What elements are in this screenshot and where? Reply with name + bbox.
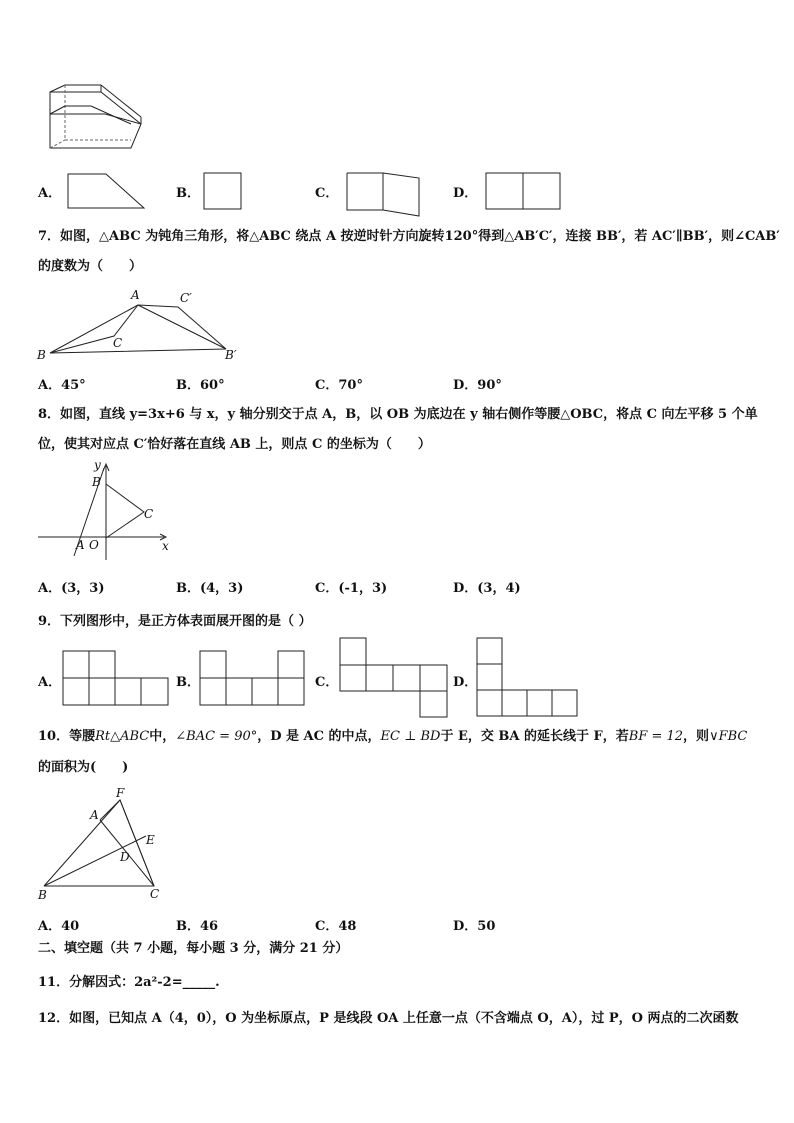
q8-label-a: A	[76, 538, 85, 552]
q8-option-b[interactable]: B．(4，3)	[176, 581, 244, 596]
q10-figure	[36, 786, 166, 902]
q8-label-x: x	[162, 539, 169, 553]
q10-mid1: 中，	[149, 729, 176, 744]
q6-option-c-shape	[345, 170, 425, 218]
q10-label-c: C	[150, 887, 160, 901]
q7-label-c: C	[113, 336, 123, 350]
q6-option-d-shape	[485, 172, 565, 212]
q8-label-o: O	[89, 538, 99, 552]
q7-label-b: B	[37, 348, 46, 362]
q12-text: 12．如图，已知点 A（4，0），O 为坐标原点，P 是线段 OA 上任意一点（不含端点 O，A），过 P，O 两点的二次函数	[38, 1011, 739, 1026]
q9-text: 9．下列图形中，是正方体表面展开图的是（ ）	[38, 614, 312, 629]
q9-option-b-net	[199, 650, 309, 708]
q7-figure	[36, 286, 246, 362]
q8-label-b: B	[92, 475, 101, 489]
q10-math-perp: EC ⊥ BD	[380, 729, 441, 744]
q7-text-line2: 的度数为（ ）	[38, 259, 143, 274]
q10-math-fbc: ∨FBC	[709, 729, 748, 744]
q10-label-a: A	[90, 808, 99, 822]
q9-option-d[interactable]: D．	[453, 675, 478, 690]
q10-label-e: E	[146, 833, 155, 847]
q8-text-line2: 位，使其对应点 C′恰好落在直线 AB 上，则点 C 的坐标为（ ）	[38, 437, 431, 452]
q8-option-a[interactable]: A．(3，3)	[38, 581, 105, 596]
q10-option-c[interactable]: C．48	[315, 919, 357, 934]
q10-mid2: ，D 是 AC 的中点，	[257, 729, 381, 744]
q10-label-d: D	[120, 850, 130, 864]
q10-label-b: B	[38, 888, 47, 902]
q10-math-bf: BF = 12	[628, 729, 684, 744]
q6-option-b-shape	[203, 172, 243, 212]
q10-text-line2: 的面积为( )	[38, 760, 129, 775]
q7-option-c[interactable]: C．70°	[315, 378, 363, 393]
q10-option-b[interactable]: B．46	[176, 919, 219, 934]
q10-option-d[interactable]: D．50	[453, 919, 496, 934]
section2-heading: 二、填空题（共 7 小题，每小题 3 分，满分 21 分）	[38, 941, 349, 956]
q10-math-triangle: Rt△ABC	[95, 729, 150, 744]
q7-option-b[interactable]: B．60°	[176, 378, 225, 393]
q8-option-c[interactable]: C．(-1，3)	[315, 581, 388, 596]
q8-figure	[36, 460, 176, 560]
q8-option-d[interactable]: D．(3，4)	[453, 581, 521, 596]
q10-math-angle: ∠BAC = 90°	[175, 729, 258, 744]
q10-label-f: F	[116, 786, 125, 800]
q10-mid4: ，则	[683, 729, 710, 744]
q10-prefix: 10．等腰	[38, 729, 96, 744]
q6-option-a-shape	[66, 172, 146, 212]
q6-option-c[interactable]: C．	[315, 186, 339, 201]
q9-option-b[interactable]: B．	[176, 675, 200, 690]
q9-option-c-net	[339, 637, 451, 719]
q7-text-line1: 7．如图，△ABC 为钝角三角形，将△ABC 绕点 A 按逆时针方向旋转120°得到△AB′C′，连接 BB′，若 AC′∥BB′，则∠CAB′	[38, 229, 780, 244]
q8-label-c: C	[144, 507, 154, 521]
q6-option-d[interactable]: D．	[453, 186, 478, 201]
q11-text: 11．分解因式：2a²-2=_____.	[38, 975, 220, 990]
q9-option-a[interactable]: A．	[38, 675, 62, 690]
q7-option-a[interactable]: A．45°	[38, 378, 86, 393]
q9-option-d-net	[476, 637, 580, 719]
q6-prism-figure	[45, 84, 145, 150]
q9-option-c[interactable]: C．	[315, 675, 339, 690]
q8-label-y: y	[94, 458, 101, 472]
q9-option-a-net	[62, 650, 172, 708]
q10-text-line1	[38, 728, 747, 746]
q8-text-line1: 8．如图，直线 y=3x+6 与 x，y 轴分别交于点 A，B，以 OB 为底边在 y 轴右侧作等腰△OBC，将点 C 向左平移 5 个单	[38, 407, 758, 422]
q10-mid3: 于 E，交 BA 的延长线于 F，若	[440, 729, 629, 744]
q6-option-b[interactable]: B．	[176, 186, 200, 201]
q7-label-a: A	[131, 288, 140, 302]
q10-option-a[interactable]: A．40	[38, 919, 80, 934]
q7-label-b-prime: B′	[225, 348, 237, 362]
q7-label-c-prime: C′	[180, 291, 192, 305]
q6-option-a[interactable]: A．	[38, 186, 62, 201]
q7-option-d[interactable]: D．90°	[453, 378, 502, 393]
